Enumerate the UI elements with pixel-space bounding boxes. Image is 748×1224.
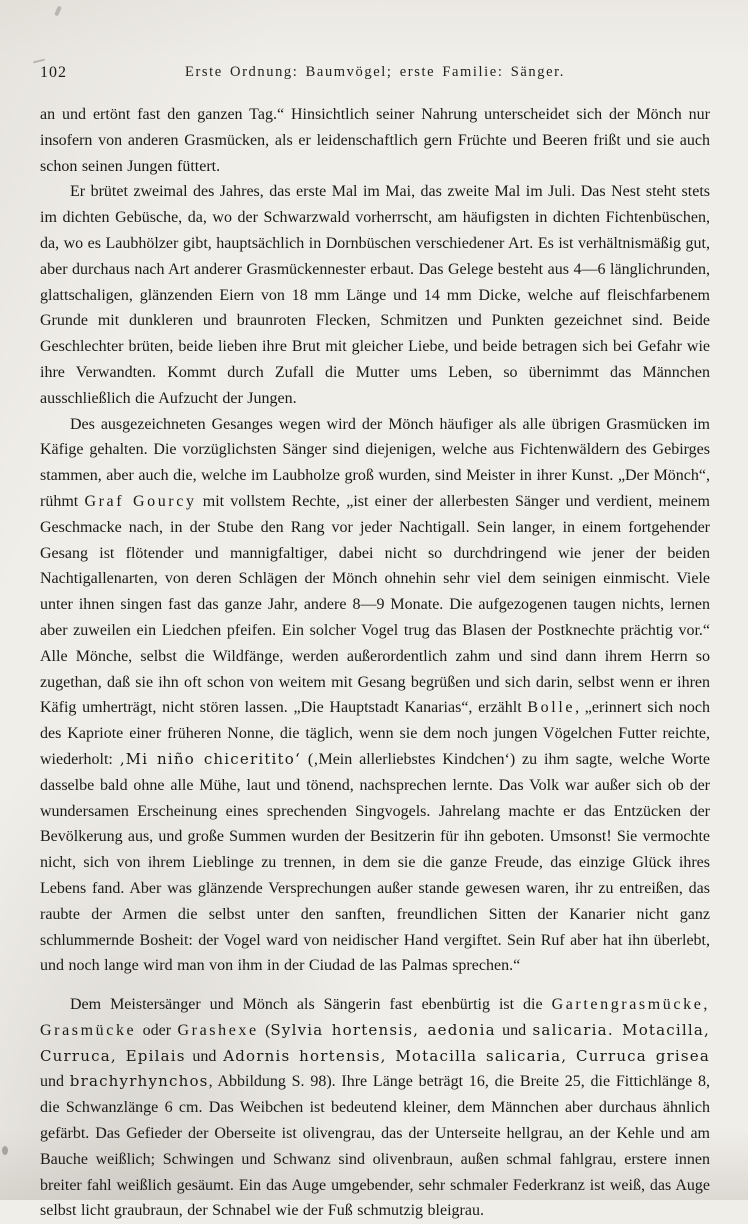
text-run-sperr: Bolle bbox=[527, 699, 576, 717]
paragraph bbox=[40, 102, 710, 179]
text-run-sperr: Gartengrasmücke, Grasmücke bbox=[40, 996, 710, 1039]
scan-speck bbox=[33, 59, 45, 64]
paragraph bbox=[40, 992, 710, 1224]
text-run-antiqua: ‚Mi niño chiceritito‘ bbox=[119, 749, 301, 768]
scan-speck bbox=[2, 1146, 8, 1155]
text-run-frak: und bbox=[185, 1047, 224, 1065]
text-run-frak: , Abbildung S. 98). Ihre Länge beträgt 16, die Breite 25, die Fittichlänge 8, die Schwanzlänge 6 cm. Das Weibchen ist bedeutend kleiner, dem Männchen aber durchaus ähnlich gefärbt. Das Gefieder der Oberseite ist olivengrau, das der Unterseite hellgrau, an der Kehle und am Bauche weißlich; Schwingen und Schwanz sind olivenbraun, außen schmal fahlgrau, erstere innen breiter fahl weißlich gesäumt. Ein das Auge umgebender, sehr schmaler Federkranz ist weiß, das Auge selbst licht graubraun, der Schnabel wie der Fuß schmutzig bleigrau. bbox=[40, 1073, 711, 1220]
text-run-frak: (‚Mein allerliebstes Kindchen‘) zu ihm sagte, welche Worte dasselbe bald ohne alle Mühe, laut und tönend, nachsprechen lernte. Das Volk war außer sich ob der wundersamen Erscheinung eines sprechenden Singvogels. Jahrelang machte er das Entzücken der Bevölkerung aus, und große Summen wurden der Besitzerin für ihn geboten. Umsonst! Sie vermochte nicht, sich von ihrem Lieblinge zu trennen, in dem sie die ganze Freude, das einzige Glück ihres Lebens fand. Aber was glänzende Versprechungen außer stande gewesen waren, ihr zu entreißen, das raubte der Armen die selbst unter den sanften, freundlichen Sitten der Kanarier nicht ganz schlummernde Bosheit: der Vogel ward von neidischer Hand vergiftet. Sein Ruf aber hat ihn überlebt, und noch lange wird man von ihm in der Ciudad de las Palmas sprechen.“ bbox=[40, 750, 711, 975]
text-run-frak: an und ertönt fast den ganzen Tag.“ Hinsichtlich seiner Nahrung unterscheidet sich der Mönch nur insofern von anderen Grasmücken, als er leidenschaftlich gern Früchte und Beeren frißt und sie auch schon seinen Jungen füttert. bbox=[40, 106, 710, 175]
scan-speck bbox=[54, 6, 62, 17]
text-run-antiqua: Adornis hortensis, Motacilla salicaria, Curruca grisea bbox=[223, 1046, 710, 1065]
text-run-frak: Er brütet zweimal des Jahres, das erste Mal im Mai, das zweite Mal im Juli. Das Nest steht stets im dichten Gebüsche, da, wo der Schwarzwald vorherrscht, am häufigsten in dichten Fichtenbüschen, da, wo es Laubhölzer gibt, hauptsächlich in Dornbüschen verschiedener Art. Es ist verhältnismäßig gut, aber durchaus nach Art anderer Grasmückennester erbaut. Das Gelege besteht aus 4—6 länglichrunden, glattschaligen, glänzenden Eiern von 18 mm Länge und 14 mm Dicke, welche auf fleischfarbenem Grunde mit dunkleren und braunroten Flecken, Schmitzen und Punkten gezeichnet sind. Beide Geschlechter brüten, beide lieben ihre Brut mit gleicher Liebe, und beide betragen sich bei Gefahr wie ihre Verwandten. Kommt durch Zufall die Mutter ums Leben, so übernimmt das Männchen ausschließlich die Aufzucht der Jungen. bbox=[40, 183, 710, 407]
text-run-frak: Des ausgezeichneten Gesanges wegen wird der Mönch häufiger als alle übrigen Grasmücken im Käfige gehalten. Die vorzüglichsten Sänger sind diejenigen, welche aus Fichtenwäldern des Gebirges stammen, aber auch die, welche im Laubholze groß wurden, sind Meister in ihrer Kunst. „Der Mönch“, rühmt bbox=[40, 415, 710, 510]
text-run-frak: Dem Meistersänger und Mönch als Sängerin fast ebenbürtig ist die bbox=[70, 996, 552, 1014]
text-run-frak: und bbox=[495, 1021, 533, 1039]
text-run-sperr: Grashexe bbox=[177, 1021, 259, 1039]
text-run-antiqua: salicaria. Motacilla, Curruca, Epilais bbox=[40, 1020, 711, 1065]
page-number: 102 bbox=[40, 64, 67, 81]
paragraph bbox=[40, 412, 710, 980]
text-run-sperr: Graf Gourcy bbox=[84, 492, 197, 510]
text-column bbox=[40, 102, 710, 1224]
text-run-frak: oder bbox=[136, 1021, 178, 1039]
text-run-frak: mit vollstem Rechte, „ist einer der allerbesten Sänger und verdient, meinem Geschmacke nach, in der Stube den Rang vor jeder Nachtigall. Sein langer, in einem fortgehender Gesang ist flötender und mannigfaltiger, dabei nicht so durchdringend wie jener der beiden Nachtigallenarten, von deren Schlägen der Mönch ohnehin sehr viel dem seinigen einmischt. Viele unter ihnen singen fast das ganze Jahr, andere 8—9 Monate. Die aufgezogenen taugen nichts, lernen aber zuweilen ein Liedchen pfeifen. Ein solcher Vogel trug das Blasen der Postknechte prächtig vor.“ Alle Mönche, selbst die Wildfänge, werden außerordentlich zahm und sind dann ihrem Herrn so zugethan, daß sie ihn oft schon von weitem mit Gesang begrüßen und sich darin, selbst wenn er ihren Käfig umherträgt, nicht stören lassen. „Die Hauptstadt Kanarias“, erzählt bbox=[40, 492, 711, 717]
text-run-frak: und bbox=[40, 1073, 70, 1091]
text-run-frak: , „erinnert sich noch des Kapriote einer früheren Nonne, die täglich, wenn sie dem noch jungen Vögelchen Futter reichte, wiederholt: bbox=[40, 699, 710, 768]
text-run-frak: ( bbox=[258, 1021, 271, 1039]
paragraph bbox=[40, 179, 710, 411]
running-header-title: Erste Ordnung: Baumvögel; erste Familie: Sänger. bbox=[185, 64, 565, 80]
running-header bbox=[40, 64, 710, 84]
text-run-antiqua: Sylvia hortensis, aedonia bbox=[270, 1020, 496, 1039]
text-run-antiqua: brachyrhynchos bbox=[69, 1072, 209, 1091]
